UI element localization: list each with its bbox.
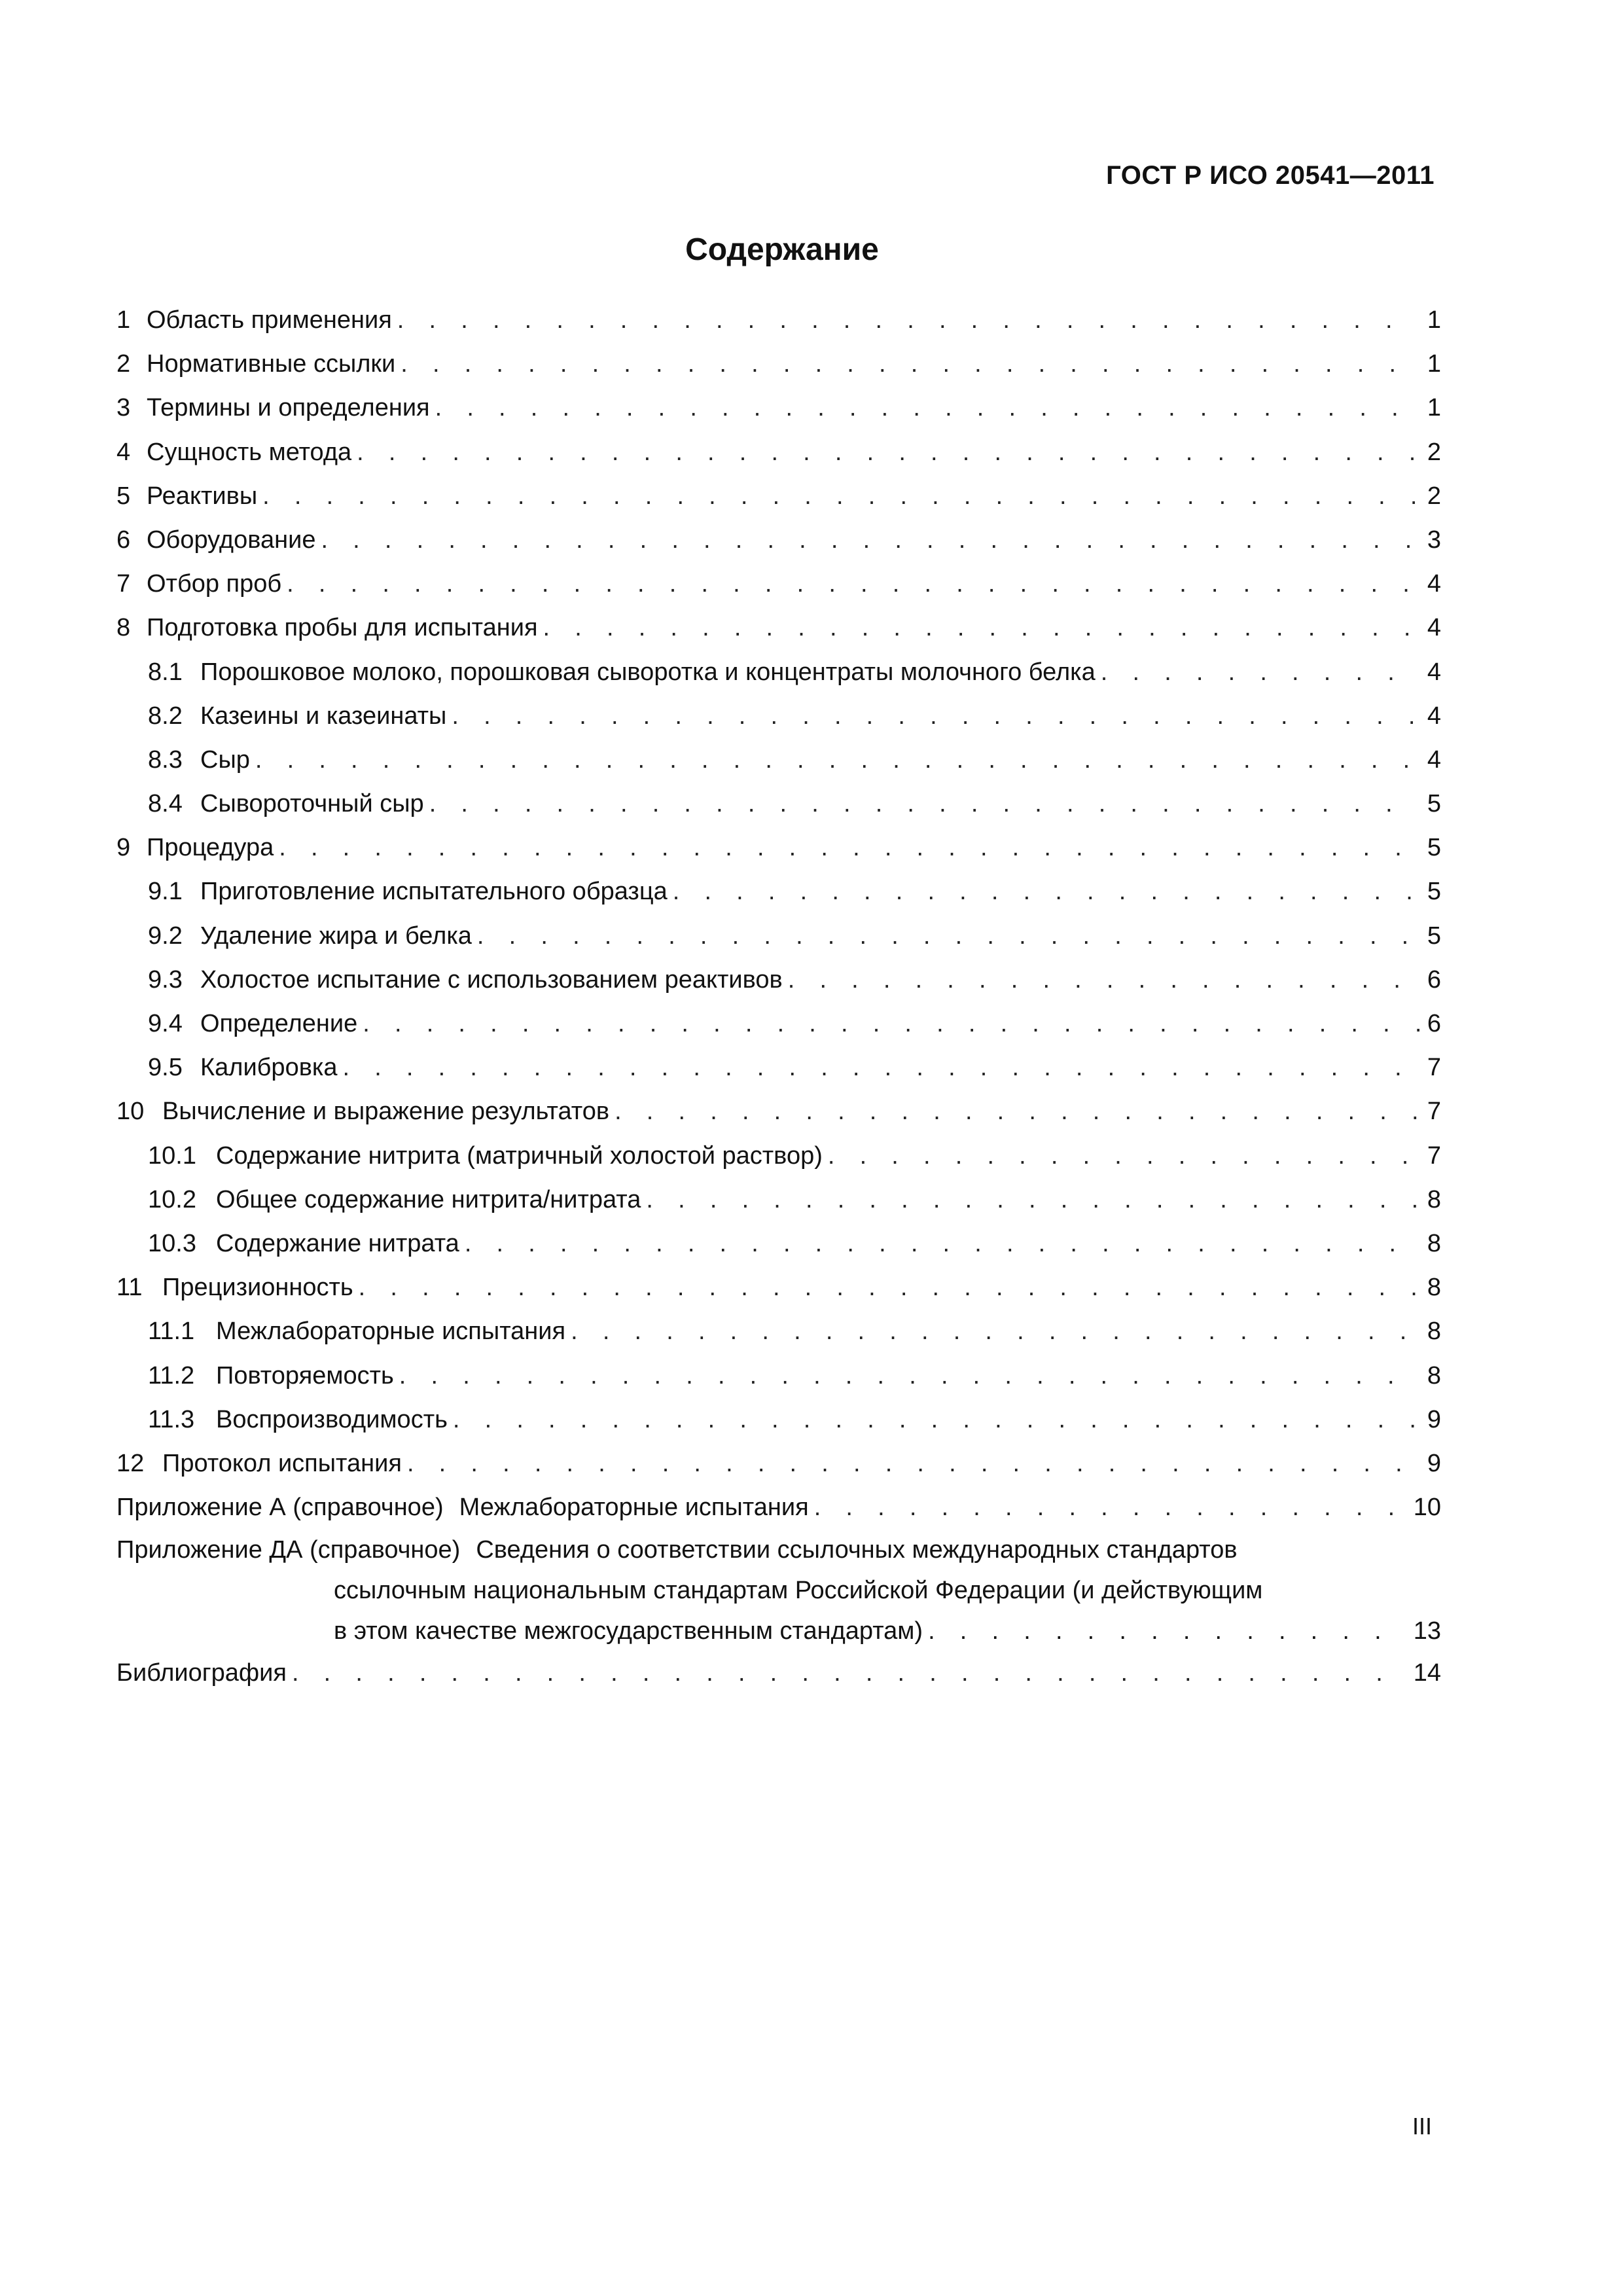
dot-leader [543, 606, 1419, 650]
toc-entry[interactable] [116, 431, 1441, 475]
document-id: ГОСТ Р ИСО 20541—2011 [1106, 161, 1435, 190]
toc-entry-number: 9.5 [148, 1054, 183, 1082]
toc-entry-page: 8 [1427, 1274, 1441, 1302]
toc-entry-page: 7 [1427, 1141, 1441, 1170]
toc-entry-number: 11.1 [148, 1318, 195, 1346]
toc-entry[interactable] [116, 475, 1441, 518]
bibliography-title: Библиография [116, 1659, 287, 1687]
toc-entry-number: 5 [116, 482, 131, 510]
toc-entry-page: 1 [1427, 350, 1441, 378]
dot-leader [321, 518, 1419, 562]
toc-entry-number: 3 [116, 394, 131, 422]
dot-leader [363, 1002, 1419, 1046]
toc-entry-title: Отбор проб [147, 570, 282, 598]
toc-subentry[interactable] [116, 1178, 1441, 1222]
dot-leader [465, 1222, 1419, 1266]
toc-entry[interactable] [116, 342, 1441, 386]
toc-entry[interactable] [116, 298, 1441, 342]
toc-entry-page: 5 [1427, 922, 1441, 950]
toc-entry-page: 8 [1427, 1185, 1441, 1213]
toc-appendix-da[interactable] [116, 1530, 1441, 1651]
toc-entry-number: 10.3 [148, 1229, 196, 1257]
toc-entry-page: 6 [1427, 1010, 1441, 1037]
toc-entry-number: 8 [116, 614, 131, 642]
toc-entry-page: 7 [1427, 1098, 1441, 1126]
toc-subentry[interactable] [116, 1046, 1441, 1090]
toc-entry-page: 1 [1427, 394, 1441, 422]
toc-entry-title: Определение [200, 1010, 358, 1037]
toc-entry-page: 7 [1427, 1054, 1441, 1082]
toc-entry-title: Повторяемость [216, 1361, 394, 1390]
dot-leader [477, 914, 1419, 958]
dot-leader [401, 342, 1419, 386]
toc-entry-title: Воспроизводимость [216, 1405, 448, 1433]
toc-entry-number: 9.3 [148, 965, 183, 994]
appendix-label: Приложение ДА (справочное) [116, 1536, 461, 1564]
dot-leader [615, 1090, 1419, 1134]
dot-leader [673, 870, 1419, 914]
toc-entry-page: 4 [1427, 614, 1441, 642]
toc-entry-page: 4 [1427, 570, 1441, 598]
dot-leader [262, 475, 1419, 518]
toc-entry-title: Казеины и казеинаты [200, 702, 447, 730]
toc-entry-page: 8 [1427, 1361, 1441, 1390]
toc-entry-number: 8.2 [148, 702, 183, 730]
toc-entry-page: 4 [1427, 702, 1441, 730]
toc-entry-page: 9 [1427, 1405, 1441, 1433]
dot-leader [429, 782, 1419, 826]
toc-entry-page: 14 [1413, 1659, 1441, 1687]
appendix-title-line-2: ссылочным национальным стандартам Российской Федерации (и действующим [334, 1577, 1263, 1605]
dot-leader [357, 431, 1419, 475]
dot-leader [279, 826, 1419, 870]
toc-entry-number: 7 [116, 570, 131, 598]
dot-leader [397, 298, 1419, 342]
toc-entry-number: 4 [116, 438, 131, 466]
toc-entry-title: Порошковое молоко, порошковая сыворотка и концентраты молочного белка [200, 658, 1096, 686]
toc-subentry[interactable] [116, 782, 1441, 826]
dot-leader [342, 1046, 1419, 1090]
toc-entry[interactable] [116, 1442, 1441, 1486]
dot-leader [1101, 651, 1419, 694]
dot-leader [399, 1354, 1419, 1398]
toc-subentry[interactable] [116, 870, 1441, 914]
toc-entry-page: 5 [1427, 790, 1441, 818]
toc-entry-title: Межлабораторные испытания [216, 1318, 566, 1346]
toc-entry-title: Приготовление испытательного образца [200, 878, 668, 906]
toc-entry-title: Реактивы [147, 482, 258, 510]
appendix-title: Межлабораторные испытания [459, 1494, 809, 1522]
toc-entry[interactable] [116, 1090, 1441, 1134]
toc-subentry[interactable] [116, 1222, 1441, 1266]
toc-entry-page: 4 [1427, 658, 1441, 686]
dot-leader [292, 1651, 1406, 1695]
toc-entry-number: 11 [116, 1274, 143, 1302]
toc-entry-title: Протокол испытания [162, 1449, 402, 1477]
toc-entry-number: 9.1 [148, 878, 183, 906]
toc-subentry[interactable] [116, 738, 1441, 782]
toc-subentry[interactable] [116, 958, 1441, 1002]
toc-entry[interactable] [116, 562, 1441, 606]
dot-leader [359, 1266, 1419, 1310]
toc-entry-title: Сыр [200, 745, 250, 774]
toc-entry-title: Термины и определения [147, 394, 430, 422]
toc-entry-number: 9 [116, 834, 131, 862]
toc-entry-title: Область применения [147, 306, 392, 334]
toc-entry-page: 8 [1427, 1318, 1441, 1346]
toc-entry-number: 9.4 [148, 1010, 183, 1037]
toc-entry-page: 2 [1427, 482, 1441, 510]
toc-subentry[interactable] [116, 1134, 1441, 1178]
toc-entry-page: 13 [1413, 1617, 1441, 1645]
toc-entry-title: Сывороточный сыр [200, 790, 424, 818]
dot-leader [287, 562, 1419, 606]
dot-leader [571, 1310, 1419, 1354]
toc-entry-number: 8.1 [148, 658, 183, 686]
toc-entry-title: Подготовка пробы для испытания [147, 614, 538, 642]
toc-entry-page: 8 [1427, 1229, 1441, 1257]
toc-subentry[interactable] [116, 914, 1441, 958]
toc-entry-title: Общее содержание нитрита/нитрата [216, 1185, 641, 1213]
toc-subentry[interactable] [116, 694, 1441, 738]
toc-appendix-a[interactable] [116, 1486, 1441, 1530]
toc-bibliography[interactable] [116, 1651, 1441, 1695]
toc-entry-number: 9.2 [148, 922, 183, 950]
dot-leader [788, 958, 1419, 1002]
appendix-title-line-3: в этом качестве межгосударственным стандартам) [334, 1617, 923, 1645]
toc-entry-title: Нормативные ссылки [147, 350, 396, 378]
dot-leader [452, 694, 1419, 738]
toc-entry-number: 11.2 [148, 1361, 195, 1390]
toc-entry-page: 2 [1427, 438, 1441, 466]
toc-entry-page: 10 [1413, 1494, 1441, 1522]
toc-entry-title: Процедура [147, 834, 274, 862]
toc-subentry[interactable] [116, 1310, 1441, 1354]
toc-subentry[interactable] [116, 1002, 1441, 1046]
toc-entry-page: 5 [1427, 878, 1441, 906]
toc-entry-page: 4 [1427, 745, 1441, 774]
toc-entry-title: Вычисление и выражение результатов [162, 1098, 610, 1126]
dot-leader [453, 1398, 1419, 1442]
toc-entry-page: 3 [1427, 526, 1441, 554]
toc-entry[interactable] [116, 386, 1441, 430]
dot-leader [407, 1442, 1419, 1486]
toc-entry-number: 10 [116, 1098, 145, 1126]
toc-entry-number: 8.3 [148, 745, 183, 774]
toc-entry[interactable] [116, 518, 1441, 562]
toc-title: Содержание [685, 232, 879, 267]
dot-leader [255, 738, 1419, 782]
toc-subentry[interactable] [116, 651, 1441, 694]
toc-entry-number: 8.4 [148, 790, 183, 818]
toc-entry-page: 1 [1427, 306, 1441, 334]
toc-entry[interactable] [116, 606, 1441, 650]
appendix-label: Приложение А (справочное) [116, 1494, 444, 1522]
toc-entry-title: Содержание нитрата [216, 1229, 459, 1257]
toc-entry-title: Содержание нитрита (матричный холостой раствор) [216, 1141, 823, 1170]
toc-entry-number: 2 [116, 350, 131, 378]
toc-entry-number: 11.3 [148, 1405, 195, 1433]
toc-subentry[interactable] [116, 1398, 1441, 1442]
appendix-title-line-1: Сведения о соответствии ссылочных международных стандартов [476, 1536, 1238, 1564]
toc-entry-page: 5 [1427, 834, 1441, 862]
toc-entry-title: Холостое испытание с использованием реактивов [200, 965, 783, 994]
page-number: III [1412, 2113, 1432, 2140]
dot-leader [435, 386, 1419, 430]
dot-leader [646, 1178, 1419, 1222]
toc-entry[interactable] [116, 1266, 1441, 1310]
toc-entry-page: 9 [1427, 1449, 1441, 1477]
toc-entry-number: 10.1 [148, 1141, 196, 1170]
toc-entry-title: Оборудование [147, 526, 316, 554]
dot-leader [814, 1486, 1406, 1530]
dot-leader [828, 1134, 1419, 1178]
toc-entry-title: Прецизионность [162, 1274, 353, 1302]
toc-entry-number: 12 [116, 1449, 145, 1477]
toc-entry[interactable] [116, 826, 1441, 870]
toc-entry-number: 10.2 [148, 1185, 196, 1213]
toc-entry-title: Сущность метода [147, 438, 352, 466]
toc-entry-number: 1 [116, 306, 131, 334]
toc-entry-title: Калибровка [200, 1054, 338, 1082]
toc-entry-number: 6 [116, 526, 131, 554]
toc-entry-page: 6 [1427, 965, 1441, 994]
toc-entry-title: Удаление жира и белка [200, 922, 472, 950]
dot-leader [928, 1611, 1406, 1651]
toc-subentry[interactable] [116, 1354, 1441, 1398]
table-of-contents [116, 298, 1441, 1695]
